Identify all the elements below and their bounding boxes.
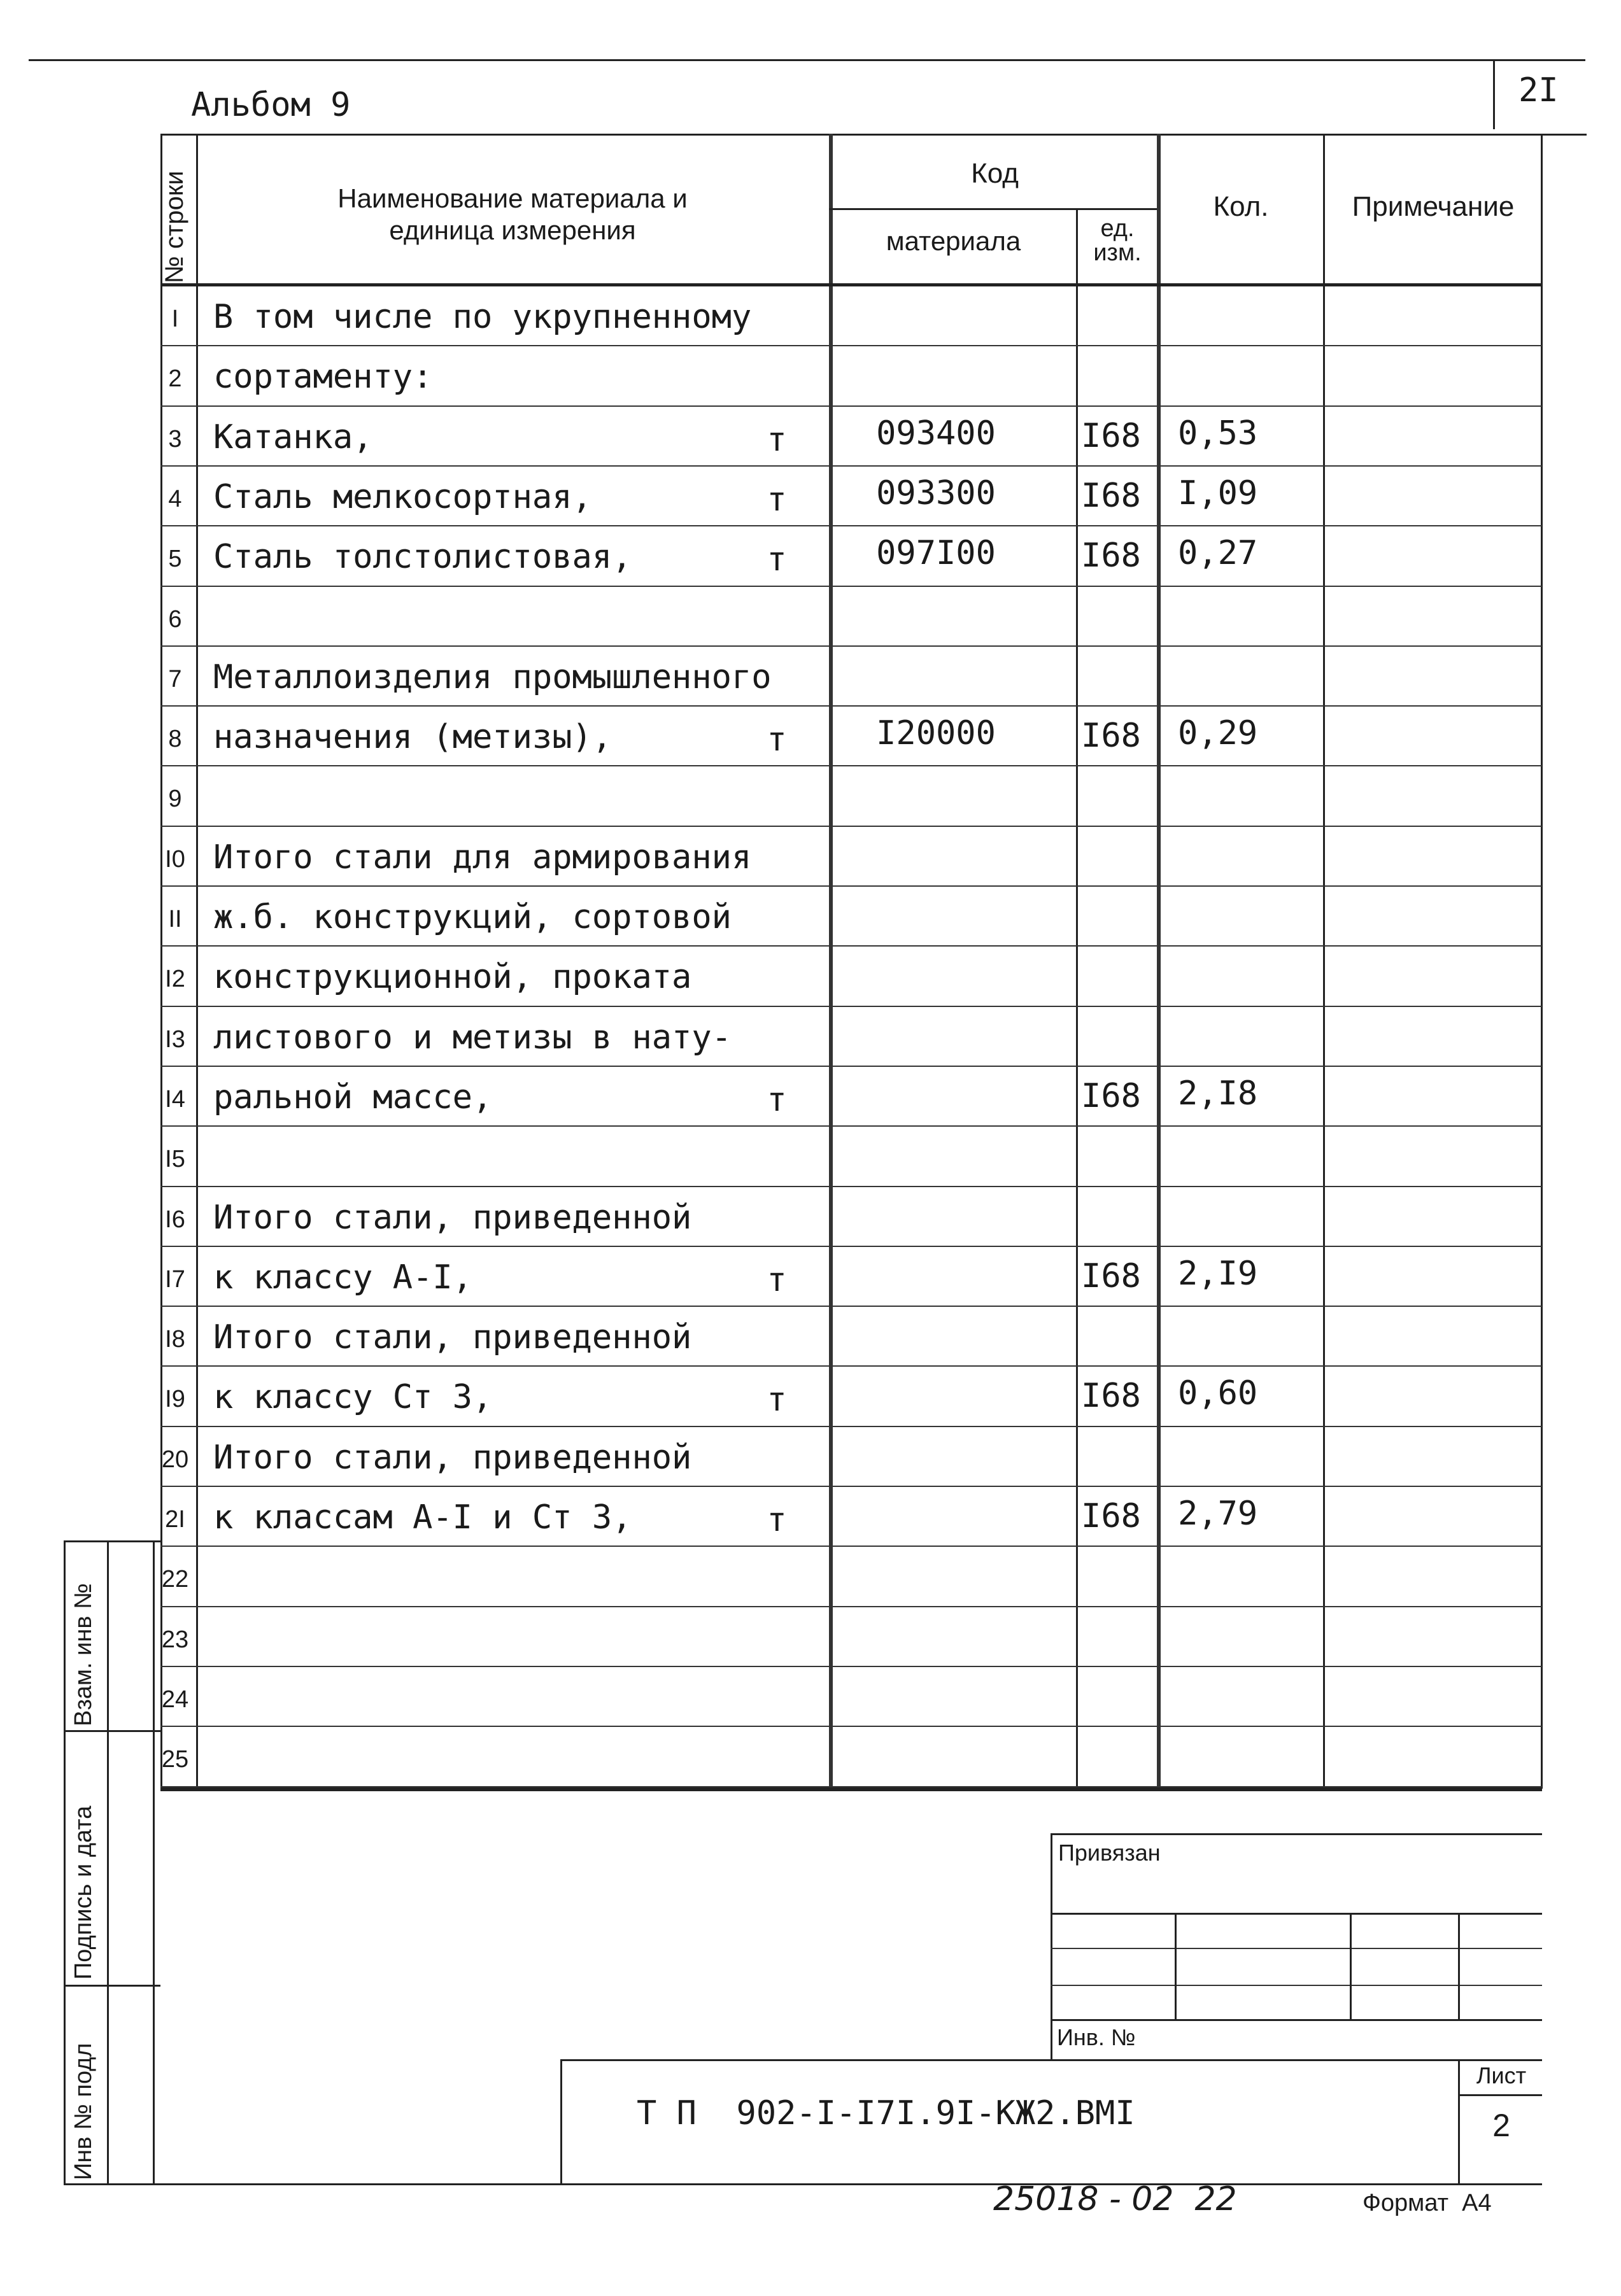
unit-code: I68	[1081, 537, 1141, 575]
unit-code: I68	[1081, 1377, 1141, 1416]
material-name: ж.б. конструкций, сортовой	[213, 898, 732, 936]
row-separator	[160, 826, 1542, 827]
unit-code: I68	[1081, 416, 1141, 455]
unit-code: I68	[1081, 717, 1141, 756]
margin-outer-line	[64, 1540, 66, 2185]
unit: т	[767, 1080, 787, 1119]
row-separator	[160, 645, 1542, 647]
material-code: 093300	[876, 474, 996, 512]
header-bottom-line	[160, 283, 1542, 286]
col-sep-ed	[1157, 134, 1161, 1789]
quantity: 2,I9	[1178, 1254, 1258, 1293]
code-unit-header-2: изм.	[1093, 239, 1142, 266]
row-number: 22	[161, 1566, 189, 1593]
code-material-header: материала	[886, 226, 1021, 256]
material-name: Сталь мелкосортная,	[213, 477, 592, 516]
unit: т	[767, 540, 787, 579]
row-number: 8	[168, 726, 182, 753]
row-separator	[160, 1066, 1542, 1067]
material-name: конструкционной, проката	[213, 958, 692, 997]
row-number: I4	[165, 1085, 185, 1113]
row-separator	[160, 525, 1542, 526]
stamp-col-3	[1458, 1913, 1460, 2019]
table-top-border	[160, 134, 1587, 136]
row-separator	[160, 345, 1542, 346]
row-number: II	[168, 906, 182, 933]
row-separator	[160, 1006, 1542, 1007]
row-number: I7	[165, 1265, 185, 1293]
material-name: Итого стали, приведенной	[213, 1198, 692, 1237]
designation-left	[560, 2059, 562, 2185]
format-label: Формат А4	[1363, 2190, 1492, 2216]
code-subheader-line	[829, 208, 1157, 210]
row-number: 7	[168, 665, 182, 693]
stamp-line-1	[1051, 1913, 1542, 1915]
sheet-label: Лист	[1476, 2062, 1527, 2088]
material-name: к классу Ст 3,	[213, 1378, 493, 1417]
row-separator	[160, 1365, 1542, 1367]
album-label: Альбом 9	[191, 86, 351, 124]
material-code: I20000	[876, 714, 996, 753]
unit-code: I68	[1081, 1257, 1141, 1295]
row-separator	[160, 465, 1542, 467]
table-right-border	[1541, 134, 1543, 1789]
col-sep-name	[829, 134, 833, 1789]
unit: т	[767, 1501, 787, 1539]
row-separator	[160, 945, 1542, 947]
row-number: 5	[168, 546, 182, 573]
row-number: 25	[161, 1746, 189, 1773]
qty-header: Кол.	[1213, 191, 1269, 222]
quantity: 0,27	[1178, 534, 1258, 573]
col-sep-qty	[1323, 134, 1325, 1789]
stamp-left	[1051, 1833, 1052, 2059]
margin-sep-4	[64, 2183, 1542, 2185]
name-header-line1: Наименование материала и	[337, 183, 688, 213]
material-name: ральной массе,	[213, 1078, 493, 1116]
row-number: 4	[168, 485, 182, 512]
quantity: 0,53	[1178, 414, 1258, 453]
row-separator	[160, 1186, 1542, 1187]
row-separator	[160, 705, 1542, 707]
material-code: 093400	[876, 414, 996, 453]
name-header-line2: единица измерения	[389, 215, 636, 245]
page-number: 2I	[1518, 71, 1559, 109]
row-separator	[160, 1125, 1542, 1127]
row-number: 3	[168, 425, 182, 453]
stamp-col-2	[1350, 1913, 1352, 2019]
note-header: Примечание	[1352, 191, 1515, 222]
margin-right-line	[153, 1540, 155, 2185]
row-number: 2	[168, 365, 182, 393]
row-separator	[160, 1486, 1542, 1487]
row-separator	[160, 1426, 1542, 1427]
margin-label-podpis: Подпись и дата	[70, 1805, 97, 1980]
margin-label-inv-podl: Инв № подл	[70, 2043, 97, 2180]
row-number: I8	[165, 1326, 185, 1353]
sheet-number: 2	[1492, 2108, 1510, 2143]
row-number: I3	[165, 1025, 185, 1053]
material-name: сортаменту:	[213, 358, 433, 397]
row-separator	[160, 1246, 1542, 1247]
stamp-line-2	[1051, 1948, 1542, 1949]
margin-label-vzam: Взам. инв №	[70, 1583, 97, 1726]
material-name: Итого стали для армирования	[213, 838, 752, 877]
row-number: 2I	[165, 1506, 185, 1533]
row-number: I5	[165, 1146, 185, 1173]
material-name: Итого стали, приведенной	[213, 1318, 692, 1357]
row-number: 6	[168, 605, 182, 633]
material-name: к классу А-I,	[213, 1258, 472, 1297]
stamp-line-3	[1051, 1985, 1542, 1986]
quantity: 0,29	[1178, 714, 1258, 753]
stamp-line-4	[1051, 2019, 1542, 2021]
row-separator	[160, 1726, 1542, 1727]
quantity: 0,60	[1178, 1374, 1258, 1413]
material-name: листового и метизы в нату-	[213, 1018, 732, 1057]
unit: т	[767, 1260, 787, 1299]
unit-code: I68	[1081, 1497, 1141, 1535]
designation-right	[1458, 2059, 1460, 2185]
material-name: Итого стали, приведенной	[213, 1438, 692, 1477]
unit: т	[767, 480, 787, 519]
row-number: 23	[161, 1626, 189, 1653]
designation-top	[560, 2059, 1542, 2061]
inv-no-label: Инв. №	[1057, 2024, 1136, 2050]
code-header: Код	[971, 158, 1019, 189]
margin-inner-line	[107, 1540, 109, 2185]
row-number: 24	[161, 1686, 189, 1713]
row-number: I6	[165, 1206, 185, 1233]
row-separator	[160, 1546, 1542, 1547]
row-number: I	[171, 306, 179, 332]
row-no-header: № строки	[160, 171, 188, 283]
margin-sep-3	[64, 1985, 160, 1987]
unit: т	[767, 721, 787, 759]
unit: т	[767, 1381, 787, 1419]
row-number: 9	[168, 785, 182, 813]
row-separator	[160, 586, 1542, 587]
sheet-sep	[1458, 2094, 1542, 2096]
code-unit-header-1: ед.	[1100, 215, 1135, 242]
quantity: 2,I8	[1178, 1074, 1258, 1113]
material-code: 097I00	[876, 534, 996, 573]
stamp-col-1	[1175, 1913, 1177, 2019]
stamp-top	[1051, 1833, 1542, 1835]
material-name: Металлоизделия промышленного	[213, 658, 772, 696]
row-separator	[160, 765, 1542, 766]
handwritten-note: 25018 - 02 22	[993, 2180, 1237, 2218]
material-name: В том числе по укрупненному	[213, 298, 752, 336]
quantity: 2,79	[1178, 1495, 1258, 1533]
row-number: I9	[165, 1386, 185, 1413]
designation-code: Т П 902-I-I7I.9I-КЖ2.ВМI	[637, 2094, 1135, 2132]
material-name: к классам А-I и Ст 3,	[213, 1498, 632, 1537]
row-separator	[160, 1666, 1542, 1667]
col-sep-rowno	[196, 134, 198, 1789]
unit: т	[767, 420, 787, 459]
privyazan-label: Привязан	[1058, 1840, 1161, 1866]
row-separator	[160, 885, 1542, 887]
row-separator	[160, 405, 1542, 407]
quantity: I,09	[1178, 474, 1258, 512]
table-bottom-line	[160, 1787, 1542, 1791]
material-name: Сталь толстолистовая,	[213, 538, 632, 577]
row-number: I2	[165, 966, 185, 993]
row-number: 20	[161, 1446, 189, 1473]
row-number: I0	[165, 845, 185, 873]
material-name: назначения (метизы),	[213, 718, 612, 757]
material-name: Катанка,	[213, 418, 373, 456]
unit-code: I68	[1081, 476, 1141, 515]
unit-code: I68	[1081, 1076, 1141, 1115]
row-separator	[160, 1606, 1542, 1607]
row-separator	[160, 1306, 1542, 1307]
